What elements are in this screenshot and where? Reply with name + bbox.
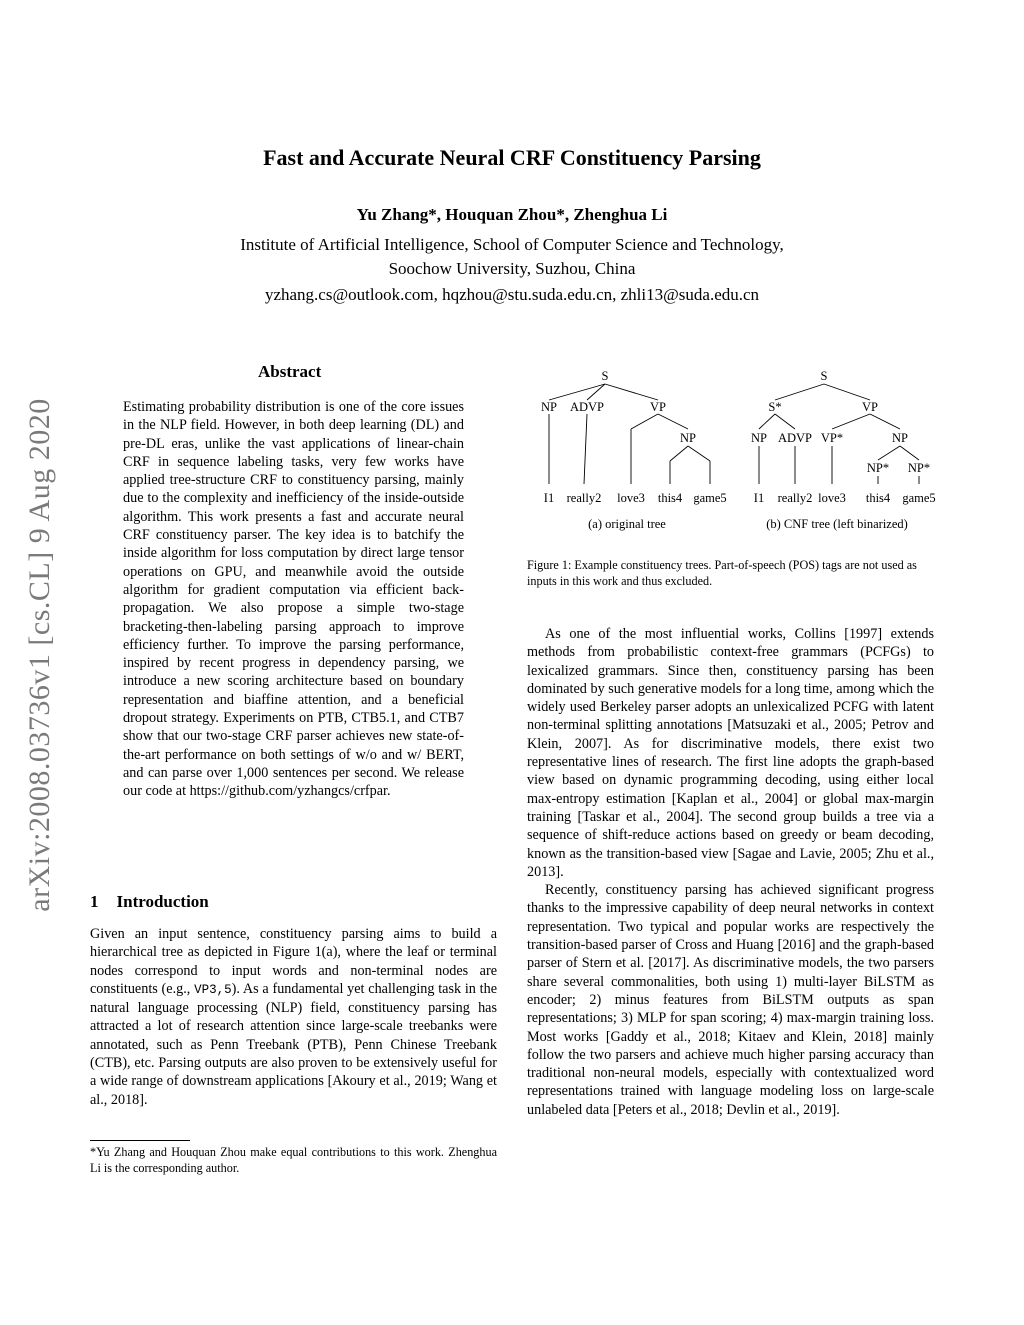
figure-trees	[527, 366, 937, 536]
subcaption-b: (b) CNF tree (left binarized)	[766, 517, 908, 531]
tree-a-node: S	[601, 369, 609, 383]
figure-caption: Figure 1: Example constituency trees. Part-of-speech (POS) tags are not used as inputs in this work and thus excluded.	[527, 558, 917, 588]
tree-b-node: ADVP	[777, 431, 813, 445]
footnote-rule	[90, 1140, 190, 1141]
inline-code: VP3,5	[194, 982, 232, 997]
tree-b-node: VP*	[820, 431, 844, 445]
tree-a-node: ADVP	[569, 400, 605, 414]
abstract-heading: Abstract	[258, 362, 322, 381]
tree-a-word: I1	[543, 491, 555, 505]
abstract-body	[123, 398, 464, 801]
tree-b-node: NP*	[866, 461, 890, 475]
tree-a-node: NP	[680, 431, 696, 445]
paragraph: As one of the most influential works, Collins [1997] extends methods from probabilistic context-free grammars (PCFGs) to lexicalized grammars. Since then, constituency parsing has been dominated by such generative models for a long time, among which the widely used Berkeley parser adopts an unlexicalized PCFG with latent non-terminal splitting annotations [Matsuzaki et al., 2005; Petrov and Klein, 2007]. As for discriminative models, there exist two representative lines of research. The first line adopts the graph-based view based on dynamic programming decoding, using either local max-entropy estimation [Kaplan et al., 2004] or global max-margin training [Taskar et al., 2004]. The second group builds a tree via a sequence of shift-reduce actions based on greedy or beam decoding, known as the transition-based view [Sagae and Lavie, 2005; Zhu et al., 2013].	[527, 626, 934, 880]
tree-a-word: really2	[566, 491, 602, 505]
tree-a-word: love3	[617, 491, 645, 505]
right-column-text	[527, 625, 934, 1119]
tree-a-word: this4	[657, 491, 683, 505]
tree-b-node: NP	[751, 431, 767, 445]
tree-b-node: VP	[862, 400, 878, 414]
tree-b-node: NP	[892, 431, 908, 445]
intro-paragraph: Given an input sentence, constituency parsing aims to build a hierarchical tree as depicted in Figure 1(a), where the leaf or terminal nodes correspond to input words and non-terminal nodes are constituents (e.g., VP3,5). As a fundamental yet challenging task in the natural language processing (NLP) field, constituency parsing has attracted a lot of research attention since large-scale treebanks were annotated, such as Penn Treebank (PTB), Penn Chinese Treebank (CTB), etc. Parsing outputs are also proven to be extensively useful for a wide range of downstream applications [Akoury et al., 2019; Wang et al., 2018].	[90, 926, 497, 1108]
arxiv-id: arXiv:2008.03736v1 [cs.CL] 9 Aug 2020	[23, 398, 56, 912]
tree-a-word: game5	[693, 491, 727, 505]
intro-body	[90, 925, 497, 1109]
subcaption-a: (a) original tree	[588, 517, 666, 531]
arxiv-stamp	[0, 0, 90, 1325]
tree-b-word: game5	[902, 491, 936, 505]
authors: Yu Zhang*, Houquan Zhou*, Zhenghua Li	[356, 205, 668, 224]
tree-b-node: NP*	[907, 461, 931, 475]
tree-b-node: S	[820, 369, 828, 383]
tree-a-node: NP	[541, 400, 557, 414]
tree-b-word: really2	[777, 491, 813, 505]
affiliation-line-2: Soochow University, Suzhou, China	[388, 259, 636, 278]
tree-b-node: S*	[768, 400, 782, 414]
section-number: 1	[90, 892, 99, 911]
tree-a-node: VP	[650, 400, 666, 414]
section-title: Introduction	[116, 892, 209, 911]
tree-b-word: love3	[818, 491, 846, 505]
tree-b-word: this4	[865, 491, 891, 505]
affiliation-line-1: Institute of Artificial Intelligence, School of Computer Science and Technology,	[240, 235, 784, 254]
tree-b-word: I1	[753, 491, 765, 505]
footnote: *Yu Zhang and Houquan Zhou make equal contributions to this work. Zhenghua Li is the corresponding author.	[90, 1145, 497, 1175]
emails: yzhang.cs@outlook.com, hqzhou@stu.suda.edu.cn, zhli13@suda.edu.cn	[264, 285, 760, 304]
paper-title: Fast and Accurate Neural CRF Constituency Parsing	[263, 145, 761, 170]
section-heading	[90, 892, 209, 912]
abstract-text: Estimating probability distribution is one of the core issues in the NLP field. However, in both deep learning (DL) and pre-DL eras, unlike the vast applications of linear-chain CRF in sequence labeling tasks, very few works have applied tree-structure CRF to constituency parsing, mainly due to the complexity and inefficiency of the inside-outside algorithm. This work presents a fast and accurate neural CRF constituency parser. The key idea is to batchify the inside algorithm for loss computation by direct large tensor operations on GPU, and meanwhile avoid the outside algorithm for gradient computation via efficient back-propagation. We also propose a simple two-stage bracketing-then-labeling parsing approach to improve efficiency further. To improve the parsing performance, inspired by recent progress in dependency parsing, we introduce a new scoring architecture based on boundary representation and biaffine attention, and a beneficial dropout strategy. Experiments on PTB, CTB5.1, and CTB7 show that our two-stage CRF parser achieves new state-of-the-art performance on both settings of w/o and w/ BERT, and can parse over 1,000 sentences per second. We release our code at https://github.com/yzhangcs/crfpar.	[123, 399, 464, 800]
paragraph: Recently, constituency parsing has achieved significant progress thanks to the impressive capability of deep neural networks in context representation. Two typical and popular works are respectively the transition-based parser of Cross and Huang [2016] and the graph-based parser of Stern et al. [2017]. As discriminative models, the two parsers share several commonalities, both using 1) multi-layer BiLSTM as encoder; 2) minus features from BiLSTM outputs as span representations; 3) MLP for span scoring; 4) max-margin training loss. Most works [Gaddy et al., 2018; Kitaev and Klein, 2018] mainly follow the two parsers and achieve much higher parsing accuracy than traditional non-neural models, especially with contextualized word representations trained with language modeling loss on large-scale unlabeled data [Peters et al., 2018; Devlin et al., 2019].	[527, 882, 934, 1118]
